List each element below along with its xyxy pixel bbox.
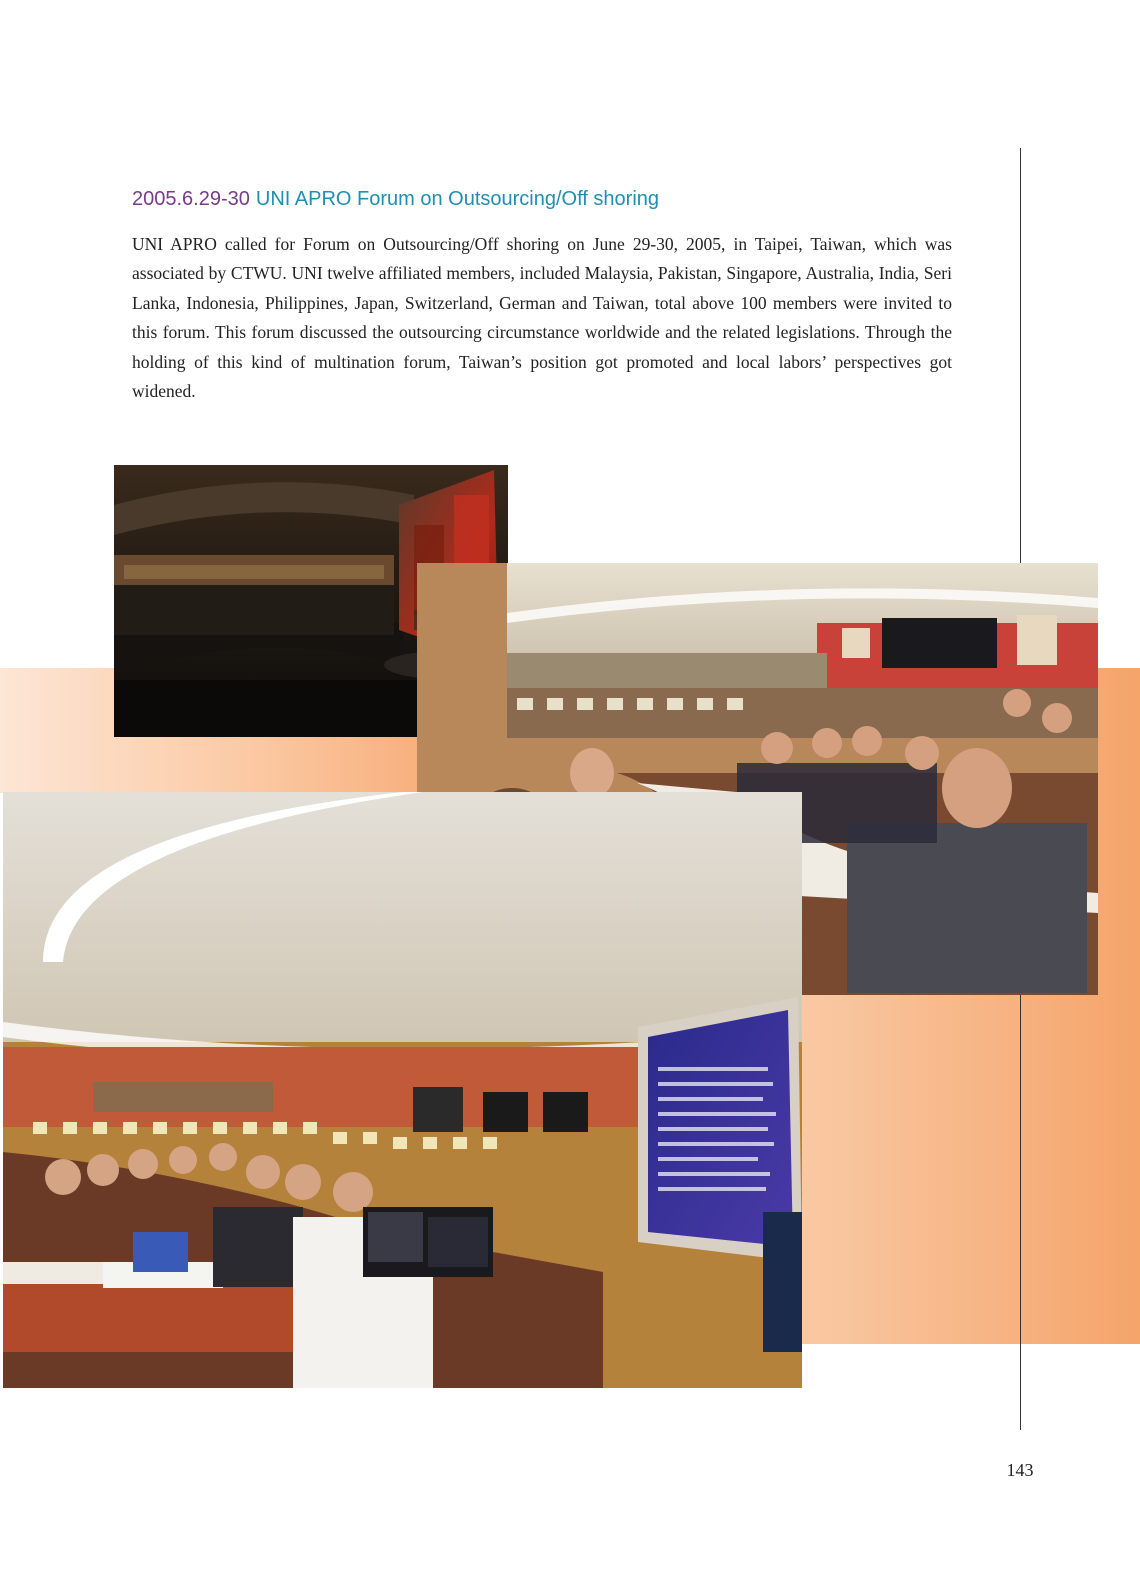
- section-heading: [132, 186, 952, 212]
- body-paragraph: UNI APRO called for Forum on Outsourcing/Off shoring on June 29-30, 2005, in Taipei, Taiwan, which was associated by CTWU. UNI twelve affiliated members, included Malaysia, Pakistan, Singapore, Australia, India, Seri Lanka, Indonesia, Philippines, Japan, Switzerland, German and Taiwan, total above 100 members were invited to this forum. This forum discussed the outsourcing circumstance worldwide and the related legislations. Through the holding of this kind of multination forum, Taiwan’s position got promoted and local labors’ perspectives got widened.: [132, 234, 952, 402]
- page-number: 143: [1006, 1460, 1034, 1480]
- heading-title: UNI APRO Forum on Outsourcing/Off shoring: [255, 188, 660, 210]
- heading-date: 2005.6.29-30: [132, 188, 250, 210]
- photo-conference-hall: [3, 792, 802, 1388]
